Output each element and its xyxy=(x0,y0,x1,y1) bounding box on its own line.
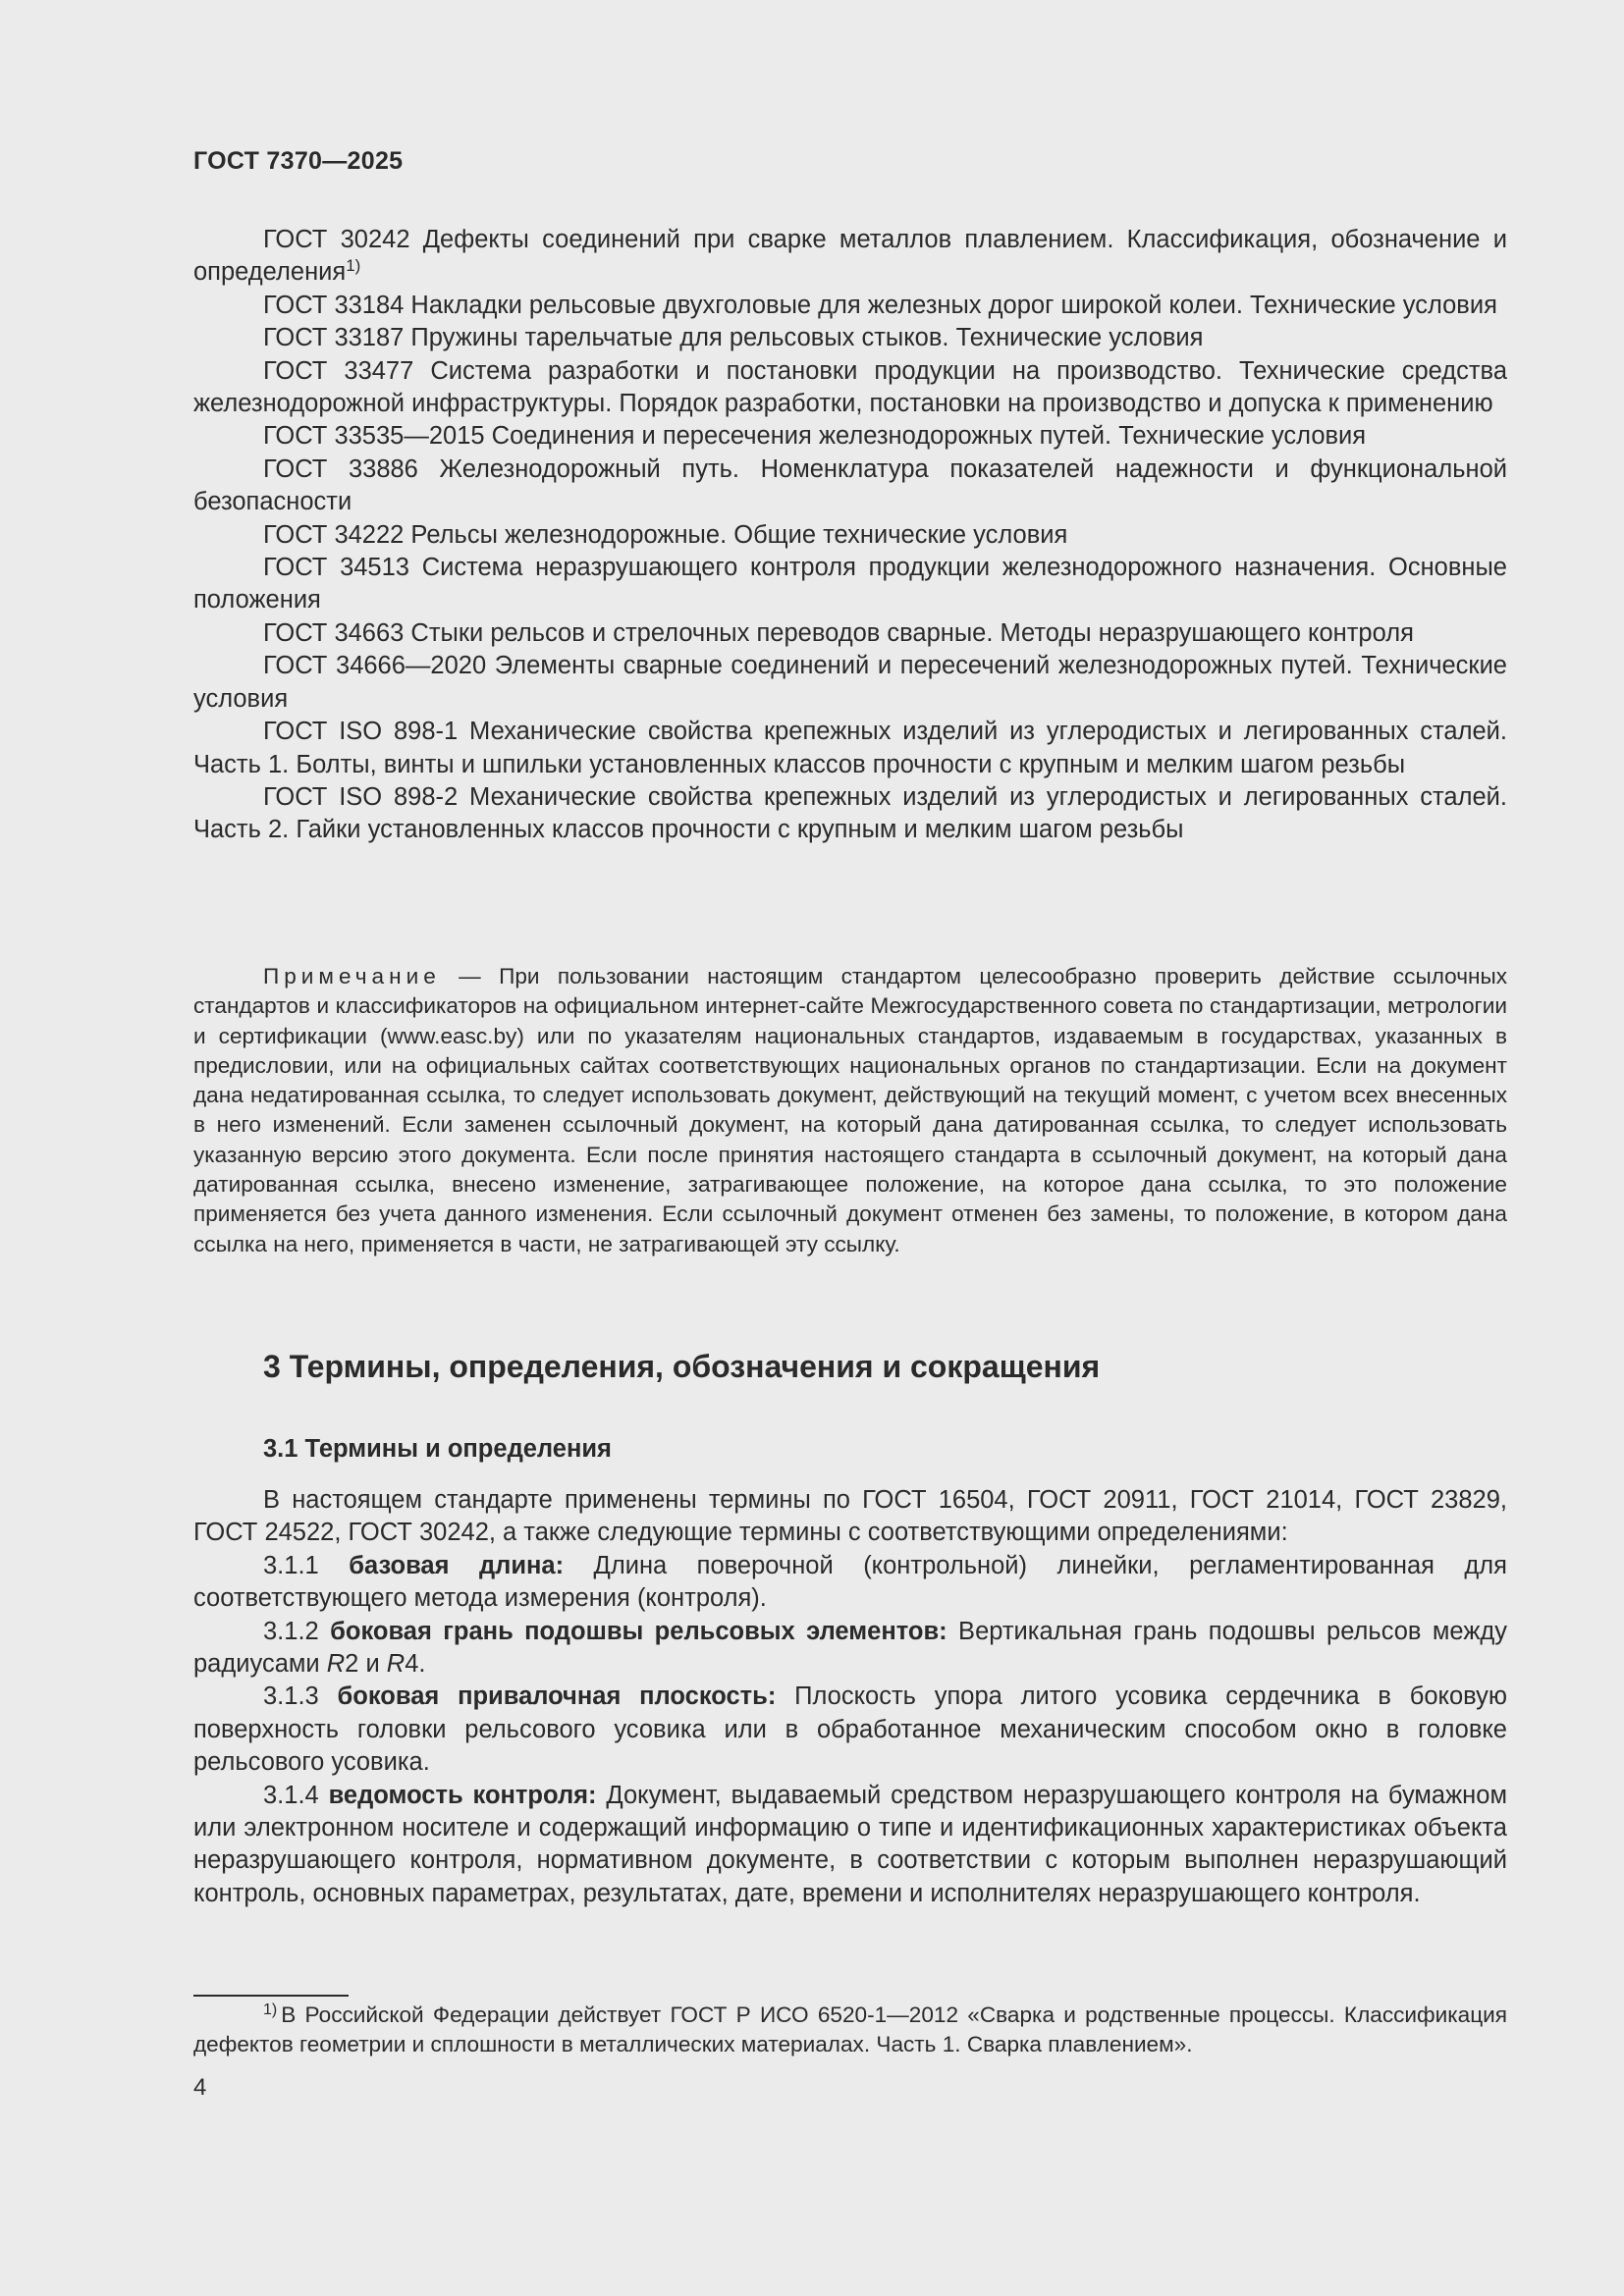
reference-item: ГОСТ 34663 Стыки рельсов и стрелочных переводов сварные. Методы неразрушающего контроля xyxy=(263,618,1414,647)
footnote: $^{1)}$ В Российской Федерации действует ГОСТ Р ИСО 6520-1—2012 «Сварка и родственные процессы. Классификация дефектов геометрии и сплошности в металлических материалах. Часть 1. Сварка плавлением». xyxy=(193,2002,1507,2056)
section-heading: 3 Термины, определения, обозначения и сокращения xyxy=(263,1349,1101,1384)
reference-item: ГОСТ 34513 Система неразрушающего контроля продукции железнодорожного назначения. Основные положения xyxy=(193,554,1507,614)
footnote-mark: 1) xyxy=(263,2002,278,2018)
reference-item: ГОСТ 33535—2015 Соединения и пересечения железнодорожных путей. Технические условия xyxy=(263,422,1367,451)
note-paragraph: Примечание — При пользовании настоящим стандартом целесообразно проверить действие ссылочных стандартов и классификаторов на официальном интернет-сайте Межгосударственного совета по стандартизации, метрологии и сертификации (www.easc.by) или по указателям национальных стандартов, издаваемым в государствах, указанных в предисловии, или на официальных сайтах соответствующих национальных органов по стандартизации. Если на документ дана недатированная ссылка, то следует использовать документ, действующий на текущий момент, с учетом всех внесенных в него изменений. Если заменен ссылочный документ, на который дана датированная ссылка, то следует использовать указанную версию этого документа. Если после принятия настоящего стандарта в ссылочный документ, на который дана датированная ссылка, внесено изменение, затрагивающее положение, на которое дана ссылка, то это положение применяется без учета данного изменения. Если ссылочный документ отменен без замены, то положение, в котором дана ссылка на него, применяется в части, не затрагивающей эту ссылку. xyxy=(193,964,1507,1256)
note-lead: Примечание xyxy=(263,964,441,988)
term-name: боковая привалочная плоскость: xyxy=(337,1682,777,1711)
term-name: боковая грань подошвы рельсовых элементов: xyxy=(330,1617,947,1645)
footnote-divider xyxy=(193,1995,349,1997)
term-entry: 3.1.4 ведомость контроля: Документ, выдаваемый средством неразрушающего контроля на бумажном или электронном носителе и содержащий информацию о типе и идентификационных характеристиках объекта неразрушающего контроля, нормативном документе, в соответствии с которым выполнен неразрушающий контроль, основных параметрах, результатах, дате, времени и исполнителях неразрушающего контроля. xyxy=(193,1781,1507,1907)
terms-intro: В настоящем стандарте применены термины по ГОСТ 16504, ГОСТ 20911, ГОСТ 21014, ГОСТ 23829, ГОСТ 24522, ГОСТ 30242, а также следующие термины с соответствующими определениями: xyxy=(193,1486,1507,1547)
reference-item: ГОСТ 34222 Рельсы железнодорожные. Общие технические условия xyxy=(263,520,1068,549)
terms-list xyxy=(193,1484,1507,1910)
term-entry: 3.1.1 базовая длина: Длина поверочной (контрольной) линейки, регламентированная для соответствующего метода измерения (контроля). xyxy=(193,1551,1507,1613)
reference-item: ГОСТ 33477 Система разработки и постановки продукции на производство. Технические средства железнодорожной инфраструктуры. Порядок разработки, постановки на производство и допуска к применению xyxy=(193,356,1507,418)
document-header: ГОСТ 7370—2025 xyxy=(193,147,404,175)
footnote-mark: 1) xyxy=(346,256,361,276)
term-name: ведомость контроля: xyxy=(328,1781,597,1809)
reference-item: ГОСТ ISO 898-2 Механические свойства крепежных изделий из углеродистых и легированных сталей. Часть 2. Гайки установленных классов прочности с крупным и мелким шагом резьбы xyxy=(193,782,1507,844)
normative-references-list xyxy=(193,224,1507,847)
reference-item: ГОСТ 34666—2020 Элементы сварные соединений и пересечений железнодорожных путей. Технические условия xyxy=(193,652,1507,713)
reference-item: ГОСТ 33886 Железнодорожный путь. Номенклатура показателей надежности и функциональной безопасности xyxy=(193,454,1507,516)
term-name: базовая длина: xyxy=(349,1551,565,1579)
reference-item: ГОСТ ISO 898-1 Механические свойства крепежных изделий из углеродистых и легированных сталей. Часть 1. Болты, винты и шпильки установленных классов прочности с крупным и мелким шагом резьбы xyxy=(193,718,1507,778)
page-number: 4 xyxy=(193,2074,207,2101)
term-entry: 3.1.2 боковая грань подошвы рельсовых элементов: Вертикальная грань подошвы рельсов между радиусами R2 и R4. xyxy=(193,1617,1507,1679)
reference-item: ГОСТ 33187 Пружины тарельчатые для рельсовых стыков. Технические условия xyxy=(263,324,1204,352)
term-entry: 3.1.3 боковая привалочная плоскость: Плоскость упора литого усовика сердечника в боковую поверхность головки рельсового усовика или в обработанное механическим способом окно в головке рельсового усовика. xyxy=(193,1682,1507,1777)
subsection-heading: 3.1 Термины и определения xyxy=(263,1435,612,1463)
reference-item: ГОСТ 30242 Дефекты соединений при сварке металлов плавлением. Классификация, обозначение и определения$^{1)}$ xyxy=(193,226,1507,287)
reference-item: ГОСТ 33184 Накладки рельсовые двухголовые для железных дорог широкой колеи. Технические условия xyxy=(263,291,1497,319)
